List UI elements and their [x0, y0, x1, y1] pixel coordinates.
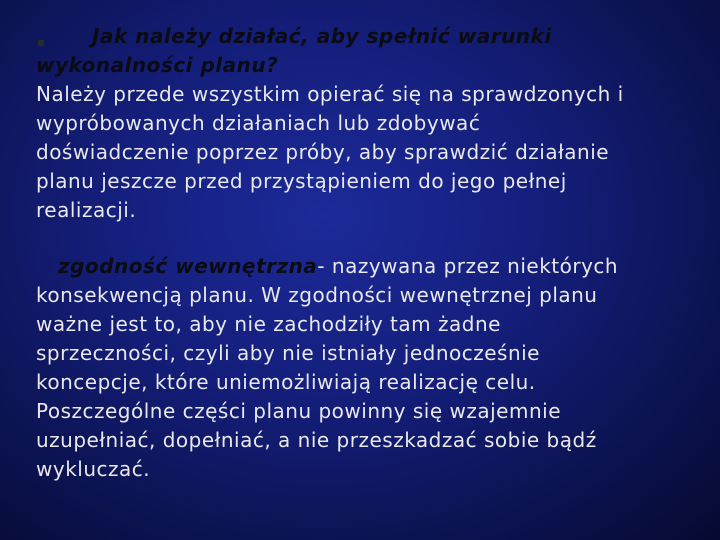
section-feasibility	[36, 22, 716, 225]
body-line: doświadczenie poprzez próby, aby sprawdzić działanie	[36, 140, 610, 164]
heading-line-2: wykonalności planu?	[36, 53, 279, 77]
term-definition-start: - nazywana przez niektórych	[317, 254, 619, 278]
body-line: realizacji.	[36, 198, 137, 222]
body-line: Poszczególne części planu powinny się wzajemnie	[36, 399, 561, 423]
term-line	[36, 252, 716, 281]
body-line: konsekwencją planu. W zgodności wewnętrznej planu	[36, 283, 598, 307]
section-internal-consistency	[36, 252, 716, 484]
body-line: uzupełniać, dopełniać, a nie przeszkadzać sobie bądź	[36, 428, 597, 452]
body-line: sprzeczności, czyli aby nie istniały jednocześnie	[36, 341, 540, 365]
body-line: wypróbowanych działaniach lub zdobywać	[36, 111, 481, 135]
body-line: ważne jest to, aby nie zachodziły tam żadne	[36, 312, 501, 336]
body-line: koncepcje, które uniemożliwiają realizację celu.	[36, 370, 536, 394]
body-line: planu jeszcze przed przystąpieniem do jego pełnej	[36, 169, 567, 193]
heading-line-1: Jak należy działać, aby spełnić warunki	[92, 24, 552, 48]
term-label: zgodność wewnętrzna	[58, 254, 318, 278]
body-line: Należy przede wszystkim opierać się na sprawdzonych i	[36, 82, 624, 106]
section-heading	[36, 22, 716, 51]
body-line: wykluczać.	[36, 457, 151, 481]
